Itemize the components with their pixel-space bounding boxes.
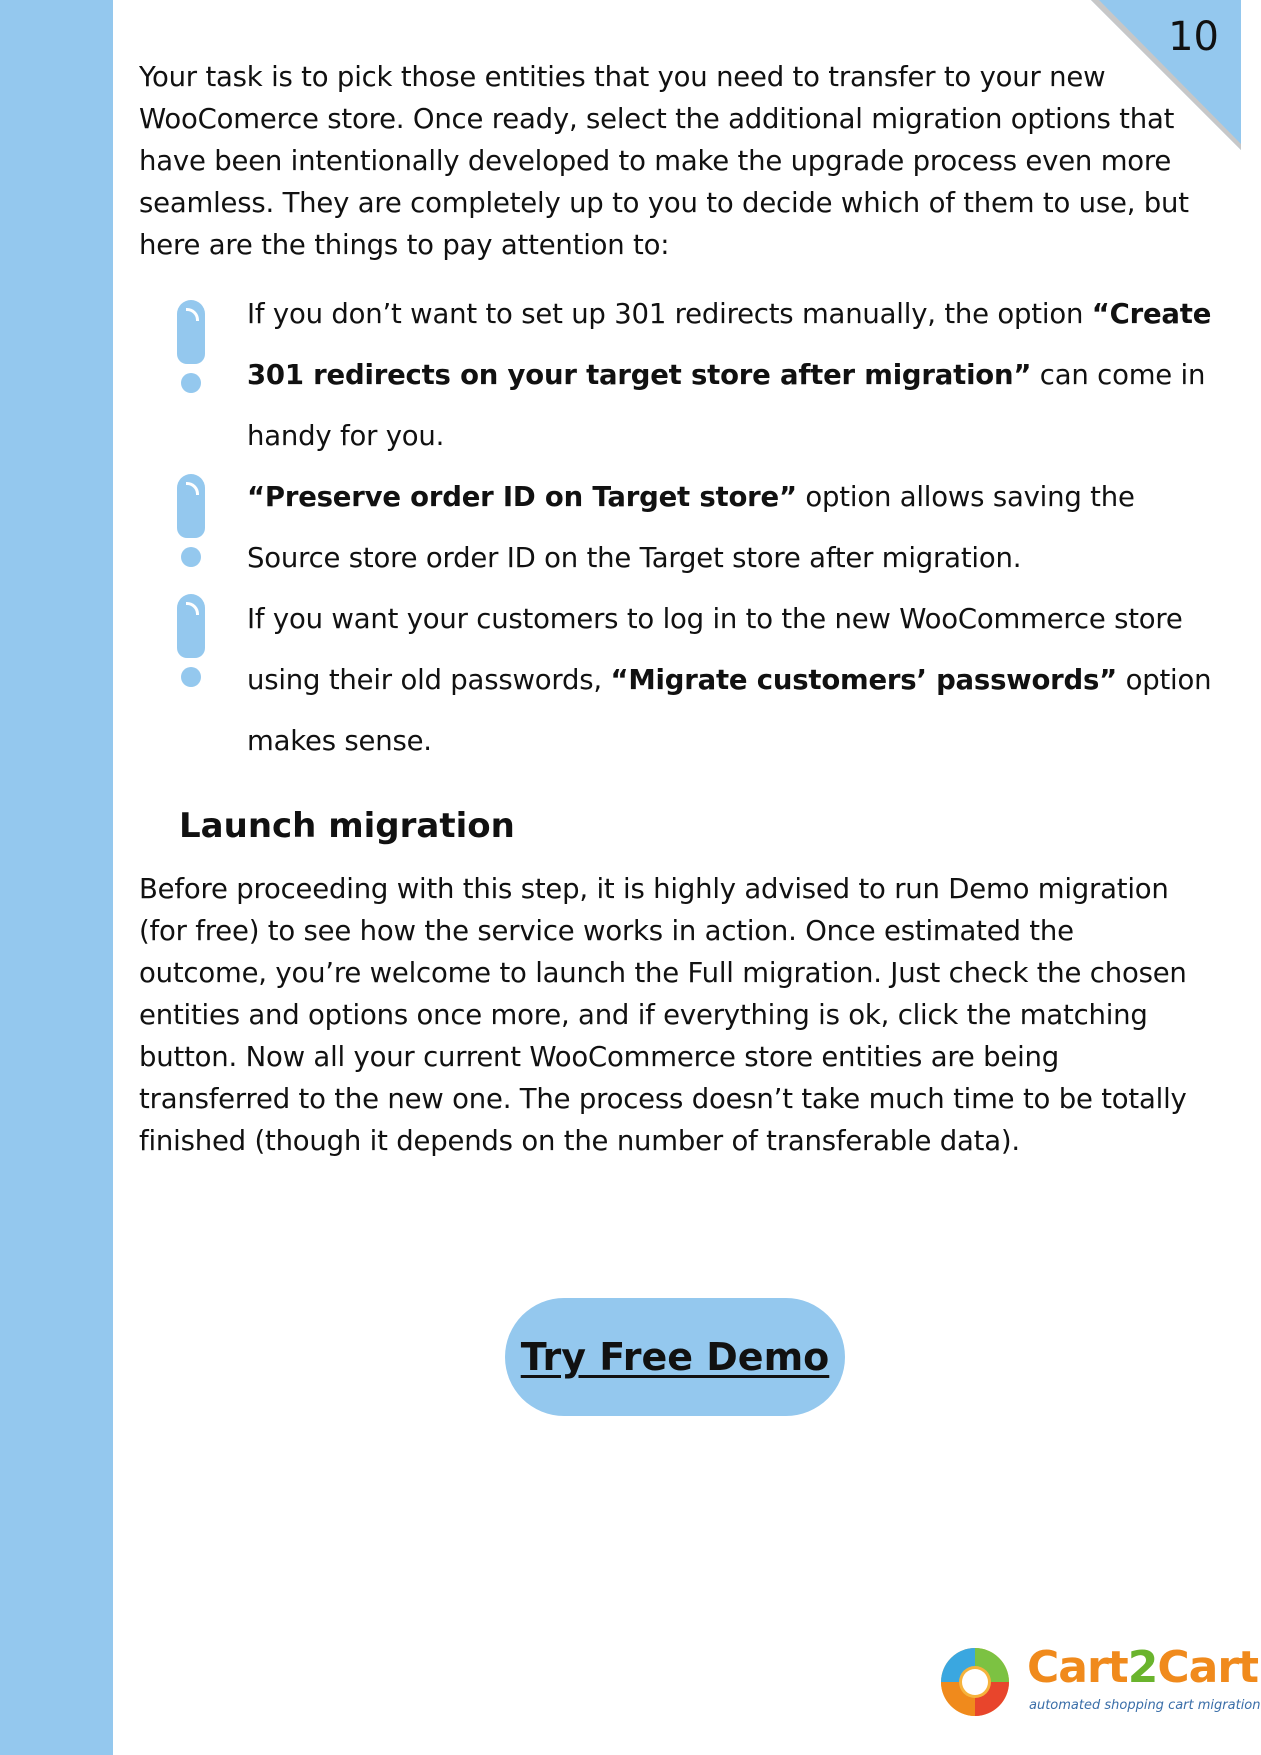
try-free-demo-label[interactable]: Try Free Demo [520,1335,830,1379]
sidebar-stripe [0,0,113,1755]
bullet-option-name: “Preserve order ID on Target store” [247,481,797,513]
try-free-demo-button[interactable] [505,1298,845,1416]
bullet-text: If you want your customers to log in to the new WooCommerce store using their old passwords, [247,603,1183,696]
body-paragraph: Before proceeding with this step, it is highly advised to run Demo migration (for free) to see how the service works in action. Once estimated the outcome, you’re welcome to launch the Full migration. Just check the chosen entities and options once more, and if everything is ok, click the matching button. Now all your current WooCommerce store entities are being transferred to the new one. The process doesn’t take much time to be totally finished (though it depends on the number of transferable data). [139,873,1187,1157]
cart2cart-logo [935,1640,1261,1725]
bullet-text: option makes sense. [247,664,1212,757]
logo-word: Cart [1157,1642,1259,1693]
bullet-option-name: “Create 301 redirects on your target store after migration” [247,298,1212,391]
bullet-text: option allows saving the Source store order ID on the Target store after migration. [247,481,1135,574]
list-item [139,467,1229,589]
cart2cart-logo-icon [935,1642,1015,1722]
list-item [139,284,1229,467]
logo-wordmark [1027,1640,1258,1696]
page-number: 10 [1168,14,1219,60]
bullet-text: can come in handy for you. [247,359,1206,452]
logo-word: Cart [1027,1642,1128,1693]
section-heading: Launch migration [179,806,515,846]
logo-numeral: 2 [1127,1642,1158,1693]
bullet-option-name: “Migrate customers’ passwords” [610,664,1118,696]
bullet-text: If you don’t want to set up 301 redirects manually, the option [247,298,1092,330]
options-list [139,284,1229,772]
intro-paragraph: Your task is to pick those entities that you need to transfer to your new WooComerce store. Once ready, select the additional migration options that have been intentionally developed to make the upgrade process even more seamless. They are completely up to you to decide which of them to use, but here are the things to pay attention to: [139,61,1189,261]
main-content [139,56,1212,1162]
list-item [139,589,1229,772]
logo-tagline: automated shopping cart migration [1029,1698,1261,1713]
